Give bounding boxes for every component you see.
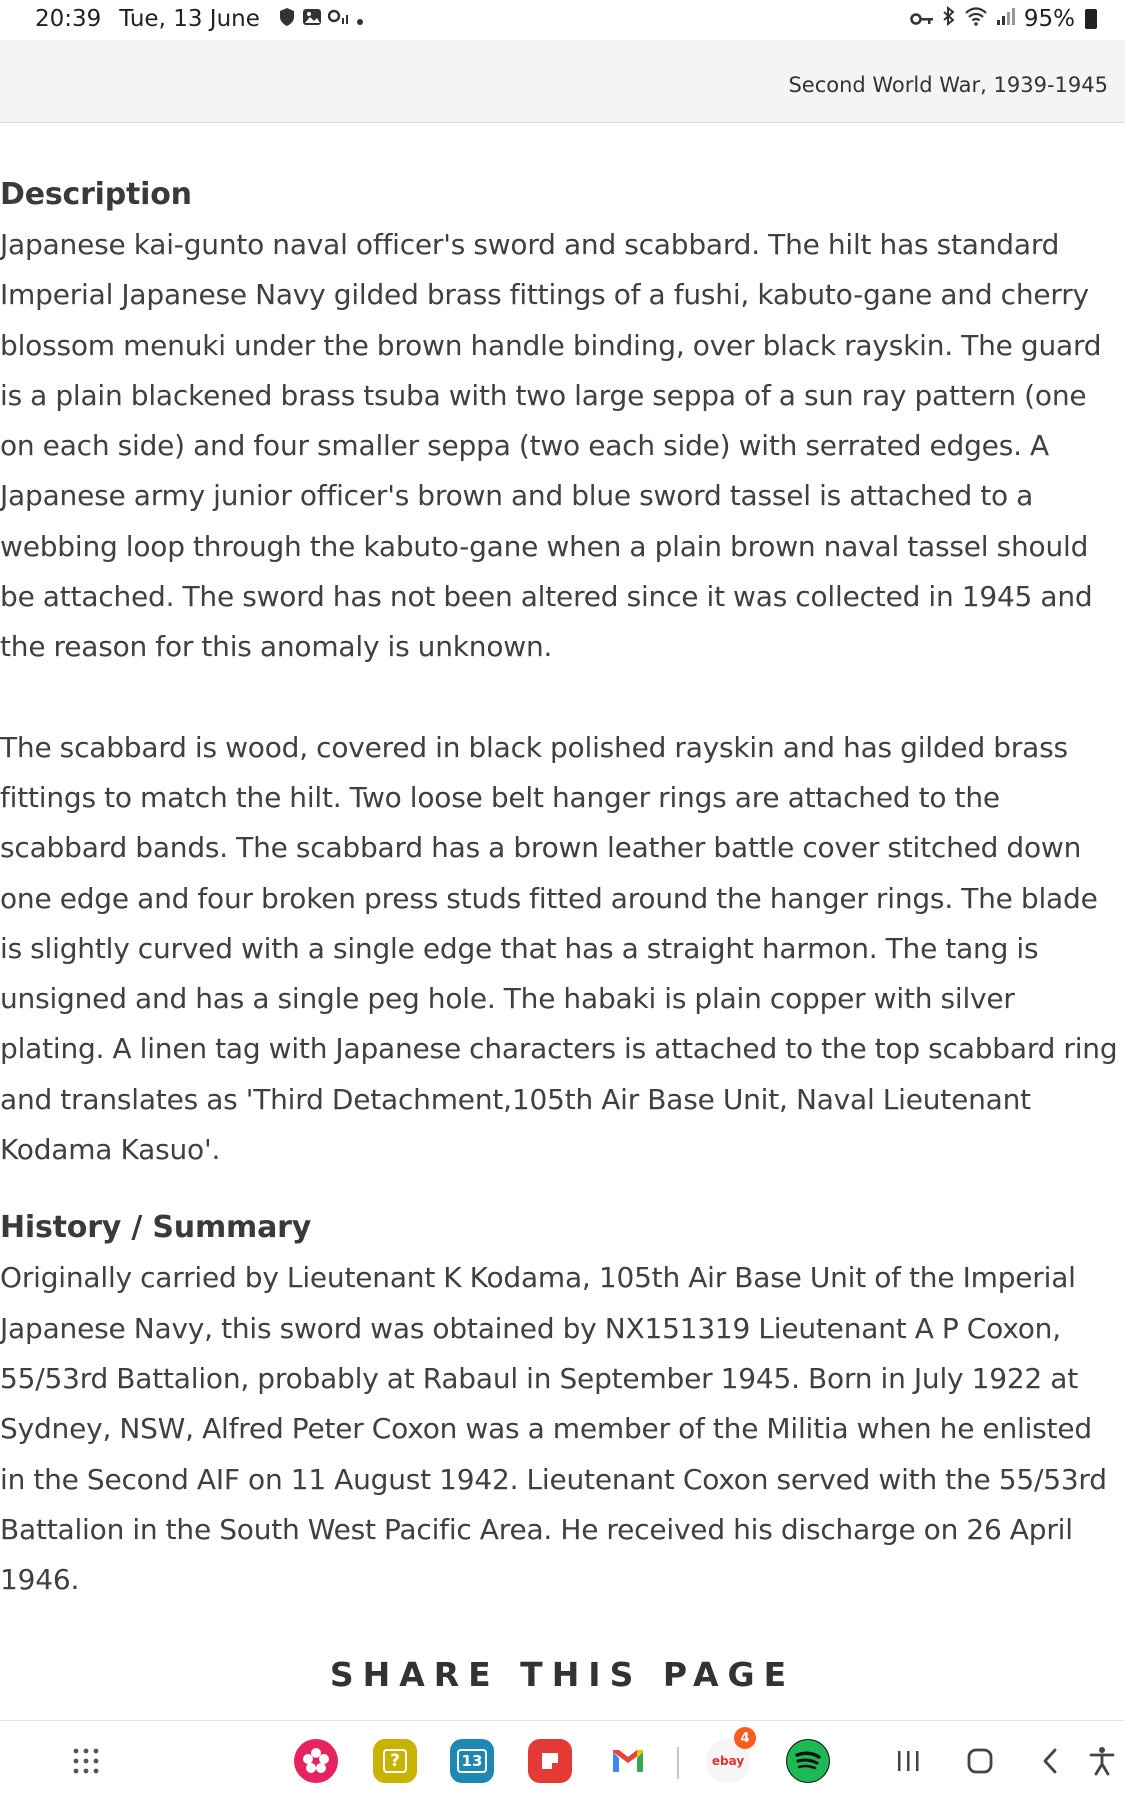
status-left-icons [278,7,364,32]
keep-app-icon[interactable] [373,1739,417,1783]
main-content [0,170,1125,1605]
bottom-taskbar [0,1720,1125,1801]
shield-icon [278,7,296,32]
breadcrumb-link[interactable]: Second World War, 1939-1945 [788,73,1108,97]
signal-key-icon [328,7,350,31]
ebay-app-label: ebay [711,1754,745,1768]
status-time: 20:39 [35,6,102,32]
status-bar [0,0,1125,40]
battery-level: 95% [1023,6,1075,32]
taskbar-divider [677,1747,679,1779]
bluetooth-icon [942,6,956,32]
status-left [35,6,364,32]
history-paragraph: Originally carried by Lieutenant K Kodama, 105th Air Base Unit of the Imperial Japanese Navy, this sword was obtained by NX151319 Lieutenant A P Coxon, 55/53rd Battalion, probably at Rabaul in September 1945. Born in July 1922 at Sydney, NSW, Alfred Peter Coxon was a member of the Militia when he enlisted in the Second AIF on 11 August 1942. Lieutenant Coxon served with the 55/53rd Battalion in the South West Pacific Area. He received his discharge on 26 April 1946. [0,1261,1107,1597]
status-right [910,6,1097,32]
battery-icon [1085,9,1097,29]
keep-app-label: ? [383,1749,407,1773]
home-icon[interactable] [958,1739,1002,1783]
blossom-app-icon[interactable] [294,1739,338,1783]
share-page-label: SHARE THIS PAGE [329,1655,796,1694]
dot-icon [356,7,364,31]
recent-apps-icon[interactable] [886,1739,930,1783]
wifi-icon [964,6,988,32]
accessibility-icon[interactable] [1080,1739,1124,1783]
description-paragraph-2: The scabbard is wood, covered in black polished rayskin and has gilded brass fittings to match the hilt. Two loose belt hanger rings are attached to the scabbard bands. The scabbard has a brown leather battle cover stitched down one edge and four broken press studs fitted around the hanger rings. The blade is slightly curved with a single edge that has a straight harmon. The tang is unsigned and has a single peg hole. The habaki is plain copper with silver plating. A linen tag with Japanese characters is attached to the top scabbard ring and translates as 'Third Detachment,105th Air Base Unit, Naval Lieutenant Kodama Kasuo'. [0,730,1118,1167]
key-icon [910,6,934,32]
back-icon[interactable] [1028,1739,1072,1783]
status-date: Tue, 13 June [119,6,260,32]
spotify-app-icon[interactable] [786,1739,830,1783]
cellular-icon [996,6,1016,32]
ebay-notification-badge: 4 [734,1727,756,1749]
history-heading: History / Summary [0,1210,312,1246]
app-drawer-icon[interactable] [64,1739,108,1783]
notes-app-icon[interactable] [528,1739,572,1783]
gmail-app-icon[interactable] [606,1739,650,1783]
description-heading: Description [0,177,192,212]
image-icon [302,7,322,31]
ebay-app-icon[interactable] [706,1730,750,1783]
description-paragraph-1: Japanese kai-gunto naval officer's sword and scabbard. The hilt has standard Imperial Japanese Navy gilded brass fittings of a fushi, kabuto-gane and cherry blossom menuki under the brown handle binding, over black rayskin. The guard is a plain blackened brass tsuba with two large seppa of a sun ray pattern (one on each side) and four smaller seppa (two each side) with serrated edges. A Japanese army junior officer's brown and blue sword tassel is attached to a webbing loop through the kabuto-gane when a plain brown naval tassel should be attached. The sword has not been altered since it was collected in 1945 and the reason for this anomaly is unknown. [0,228,1102,664]
calendar-day: 13 [457,1749,488,1773]
page-header [0,40,1125,123]
calendar-app-icon[interactable] [450,1739,494,1783]
